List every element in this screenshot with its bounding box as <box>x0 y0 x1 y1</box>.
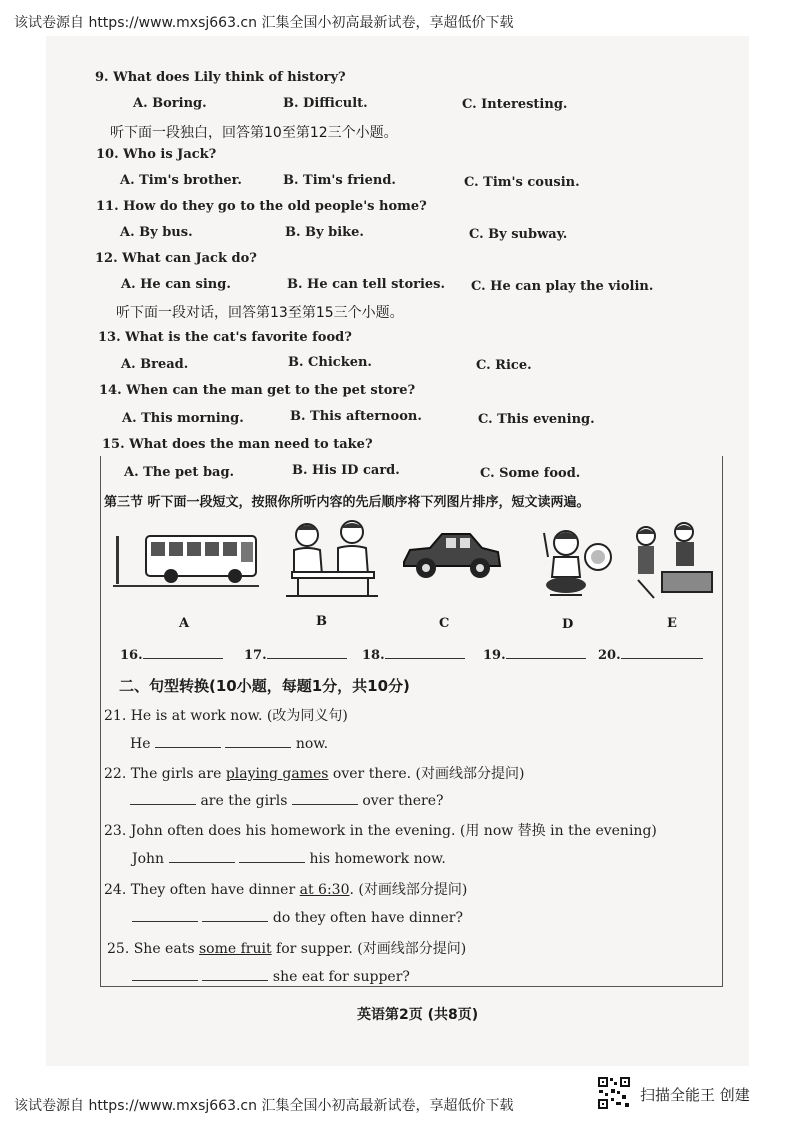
q10-option-b: B. Tim's friend. <box>283 173 396 188</box>
picture-label-e: E <box>667 616 677 631</box>
picture-car <box>400 520 504 590</box>
frame-left-border <box>100 456 101 986</box>
answer-20-blank[interactable] <box>621 646 703 659</box>
q12-option-c: C. He can play the violin. <box>471 279 654 294</box>
instruction-10-12: 听下面一段独白，回答第10至第12三个小题。 <box>110 125 398 141</box>
frame-bottom-border <box>100 986 723 987</box>
q12-option-b: B. He can tell stories. <box>287 277 446 292</box>
q24-blank-2[interactable] <box>202 909 268 922</box>
q15-option-c: C. Some food. <box>480 466 581 481</box>
picture-children-eating <box>282 520 382 600</box>
q13-option-c: C. Rice. <box>476 358 532 373</box>
q14-option-b: B. This afternoon. <box>290 409 422 424</box>
q11-option-a: A. By bus. <box>120 225 193 240</box>
part-2-title: 二、句型转换(10小题，每题1分，共10分) <box>119 677 410 695</box>
q21-blank-2[interactable] <box>225 735 291 748</box>
q13-option-a: A. Bread. <box>121 357 189 372</box>
q10-option-a: A. Tim's brother. <box>120 173 242 188</box>
q15-option-b: B. His ID card. <box>292 463 400 478</box>
question-23: 23. John often does his homework in the evening. (用 now 替换 in the evening) <box>104 823 657 839</box>
q22-answer-line: are the girls over there? <box>130 792 444 809</box>
q23-blank-1[interactable] <box>169 850 235 863</box>
q22-blank-2[interactable] <box>292 792 358 805</box>
frame-right-border <box>722 456 723 986</box>
answer-16: 16. <box>120 646 223 663</box>
question-15: 15. What does the man need to take? <box>102 437 373 452</box>
q23-blank-2[interactable] <box>239 850 305 863</box>
qr-code-icon <box>597 1076 631 1110</box>
q25-blank-1[interactable] <box>132 968 198 981</box>
q25-answer-line: she eat for supper? <box>132 968 410 985</box>
question-10: 10. Who is Jack? <box>96 147 217 162</box>
source-banner-top: 该试卷源自 https://www.mxsj663.cn 汇集全国小初高最新试卷，享超低价下载 <box>14 15 514 31</box>
q24-blank-1[interactable] <box>132 909 198 922</box>
picture-family-at-table <box>632 520 716 602</box>
picture-label-a: A <box>179 616 190 631</box>
q22-blank-1[interactable] <box>130 792 196 805</box>
instruction-13-15: 听下面一段对话，回答第13至第15三个小题。 <box>116 305 404 321</box>
picture-label-d: D <box>562 617 574 632</box>
source-banner-bottom: 该试卷源自 https://www.mxsj663.cn 汇集全国小初高最新试卷，享超低价下载 <box>14 1098 514 1114</box>
q9-option-b: B. Difficult. <box>283 96 368 111</box>
q24-answer-line: do they often have dinner? <box>132 909 463 926</box>
q21-blank-1[interactable] <box>155 735 221 748</box>
q12-option-a: A. He can sing. <box>121 277 231 292</box>
question-25: 25. She eats some fruit for supper. (对画线部分提问) <box>107 941 467 957</box>
q9-option-c: C. Interesting. <box>462 97 568 112</box>
q13-option-b: B. Chicken. <box>288 355 372 370</box>
question-21: 21. He is at work now. (改为同义句) <box>104 708 348 724</box>
q23-answer-line: John his homework now. <box>132 851 446 867</box>
picture-label-b: B <box>316 614 327 629</box>
q11-option-b: B. By bike. <box>285 225 364 240</box>
answer-18-blank[interactable] <box>385 646 465 659</box>
section-3-title: 第三节 听下面一段短文，按照你所听内容的先后顺序将下列图片排序，短文读两遍。 <box>104 495 590 510</box>
question-14: 14. When can the man get to the pet store? <box>99 383 416 398</box>
answer-18: 18. <box>362 646 465 663</box>
scanner-credit: 扫描全能王 创建 <box>640 1086 750 1104</box>
q14-option-a: A. This morning. <box>122 411 244 426</box>
answer-19-blank[interactable] <box>506 646 586 659</box>
q15-option-a: A. The pet bag. <box>124 465 235 480</box>
q14-option-c: C. This evening. <box>478 412 595 427</box>
answer-16-blank[interactable] <box>143 646 223 659</box>
page-number-footer: 英语第2页 (共8页) <box>357 1007 479 1023</box>
picture-label-c: C <box>439 616 450 631</box>
q9-option-a: A. Boring. <box>133 96 207 111</box>
question-9: 9. What does Lily think of history? <box>95 70 346 85</box>
answer-17-blank[interactable] <box>267 646 347 659</box>
question-12: 12. What can Jack do? <box>95 251 257 266</box>
question-13: 13. What is the cat's favorite food? <box>98 330 352 345</box>
question-22: 22. The girls are playing games over there. (对画线部分提问) <box>104 766 525 782</box>
q25-blank-2[interactable] <box>202 968 268 981</box>
q21-answer-line: He now. <box>130 736 329 752</box>
answer-17: 17. <box>244 646 347 663</box>
q11-option-c: C. By subway. <box>469 227 568 242</box>
question-11: 11. How do they go to the old people's home? <box>96 199 427 214</box>
answer-19: 19. <box>483 646 586 663</box>
question-24: 24. They often have dinner at 6:30. (对画线部分提问) <box>104 882 468 898</box>
answer-20: 20. <box>598 646 703 663</box>
q10-option-c: C. Tim's cousin. <box>464 175 580 190</box>
picture-bus <box>113 530 259 590</box>
picture-child-cooking <box>536 523 616 603</box>
